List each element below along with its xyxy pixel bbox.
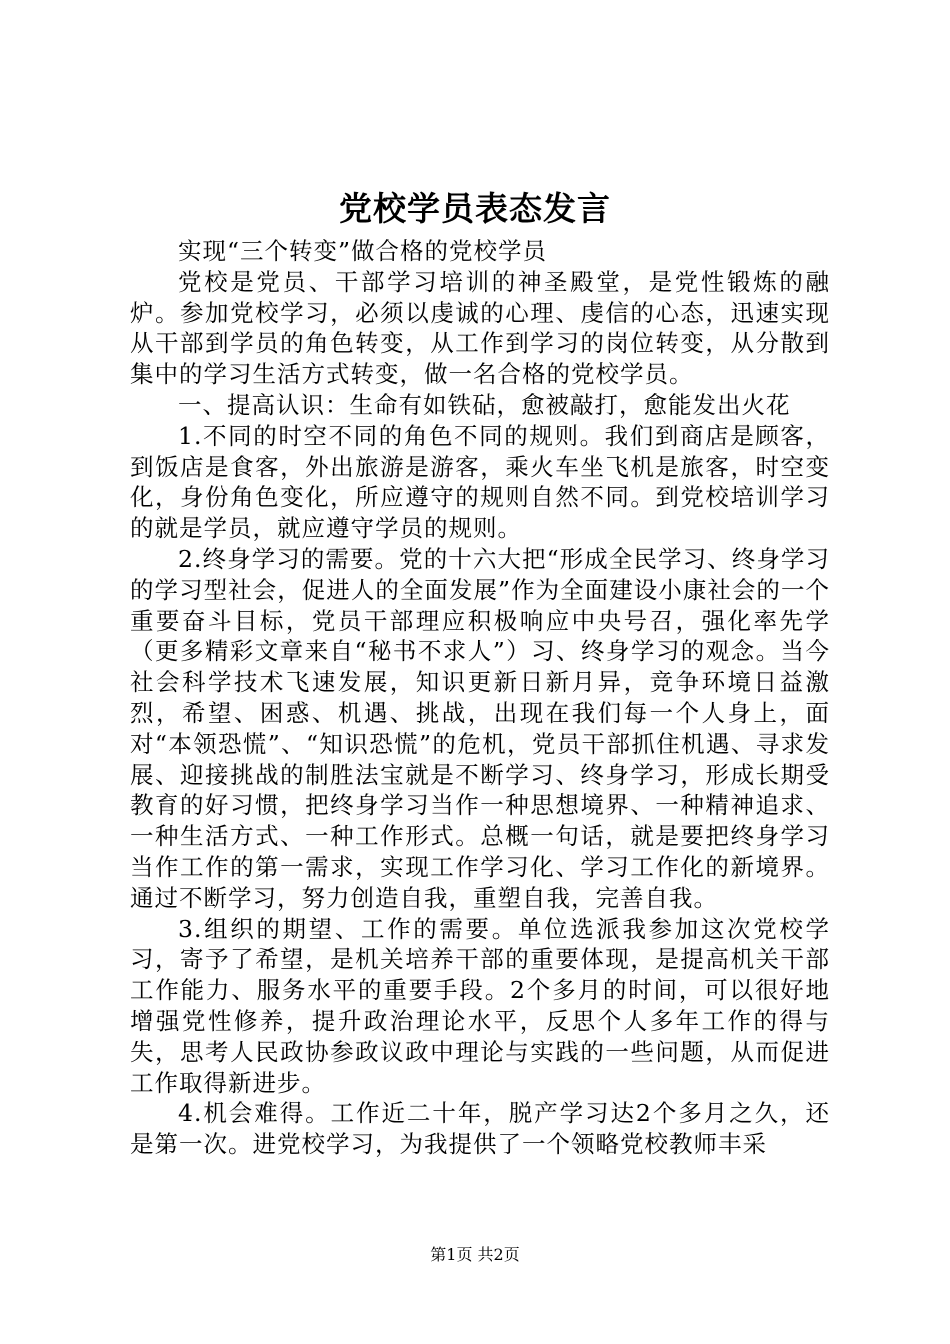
- point-4-paragraph: 4.机会难得。工作近二十年，脱产学习达2个多月之久，还是第一次。进党校学习，为我提供了一个领略党校教师丰采: [130, 1099, 830, 1159]
- page-number: 第1页 共2页: [430, 1245, 520, 1264]
- document-body: [130, 236, 830, 1160]
- point-1-paragraph: 1.不同的时空不同的角色不同的规则。我们到商店是顾客，到饭店是食客，外出旅游是游客，乘火车坐飞机是旅客，时空变化，身份角色变化，所应遵守的规则自然不同。到党校培训学习的就是学员，就应遵守学员的规则。: [130, 421, 830, 543]
- point-2-paragraph: 2.终身学习的需要。党的十六大把“形成全民学习、终身学习的学习型社会，促进人的全面发展”作为全面建设小康社会的一个重要奋斗目标，党员干部理应积极响应中央号召，强化率先学（更多精彩文章来自“秘书不求人”）习、终身学习的观念。当今社会科学技术飞速发展，知识更新日新月异，竞争环境日益激烈，希望、困惑、机遇、挑战，出现在我们每一个人身上，面对“本领恐慌”、“知识恐慌”的危机，党员干部抓住机遇、寻求发展、迎接挑战的制胜法宝就是不断学习、终身学习，形成长期受教育的好习惯，把终身学习当作一种思想境界、一种精神追求、一种生活方式、一种工作形式。总概一句话，就是要把终身学习当作工作的第一需求，实现工作学习化、学习工作化的新境界。通过不断学习，努力创造自我，重塑自我，完善自我。: [130, 544, 830, 912]
- document-title: 党校学员表态发言: [339, 189, 611, 228]
- point-3-paragraph: 3.组织的期望、工作的需要。单位选派我参加这次党校学习，寄予了希望，是机关培养干部的重要体现，是提高机关干部工作能力、服务水平的重要手段。2个多月的时间，可以很好地增强党性修养，提升政治理论水平，反思个人多年工作的得与失，思考人民政协参政议政中理论与实践的一些问题，从而促进工作取得新进步。: [130, 914, 830, 1097]
- intro-paragraph: 党校是党员、干部学习培训的神圣殿堂，是党性锻炼的融炉。参加党校学习，必须以虔诚的心理、虔信的心态，迅速实现从干部到学员的角色转变，从工作到学习的岗位转变，从分散到集中的学习生活方式转变，做一名合格的党校学员。: [130, 267, 830, 389]
- section-heading: 一、提高认识：生命有如铁砧，愈被敲打，愈能发出火花: [178, 390, 791, 419]
- subtitle-paragraph: 实现“三个转变”做合格的党校学员: [178, 237, 548, 265]
